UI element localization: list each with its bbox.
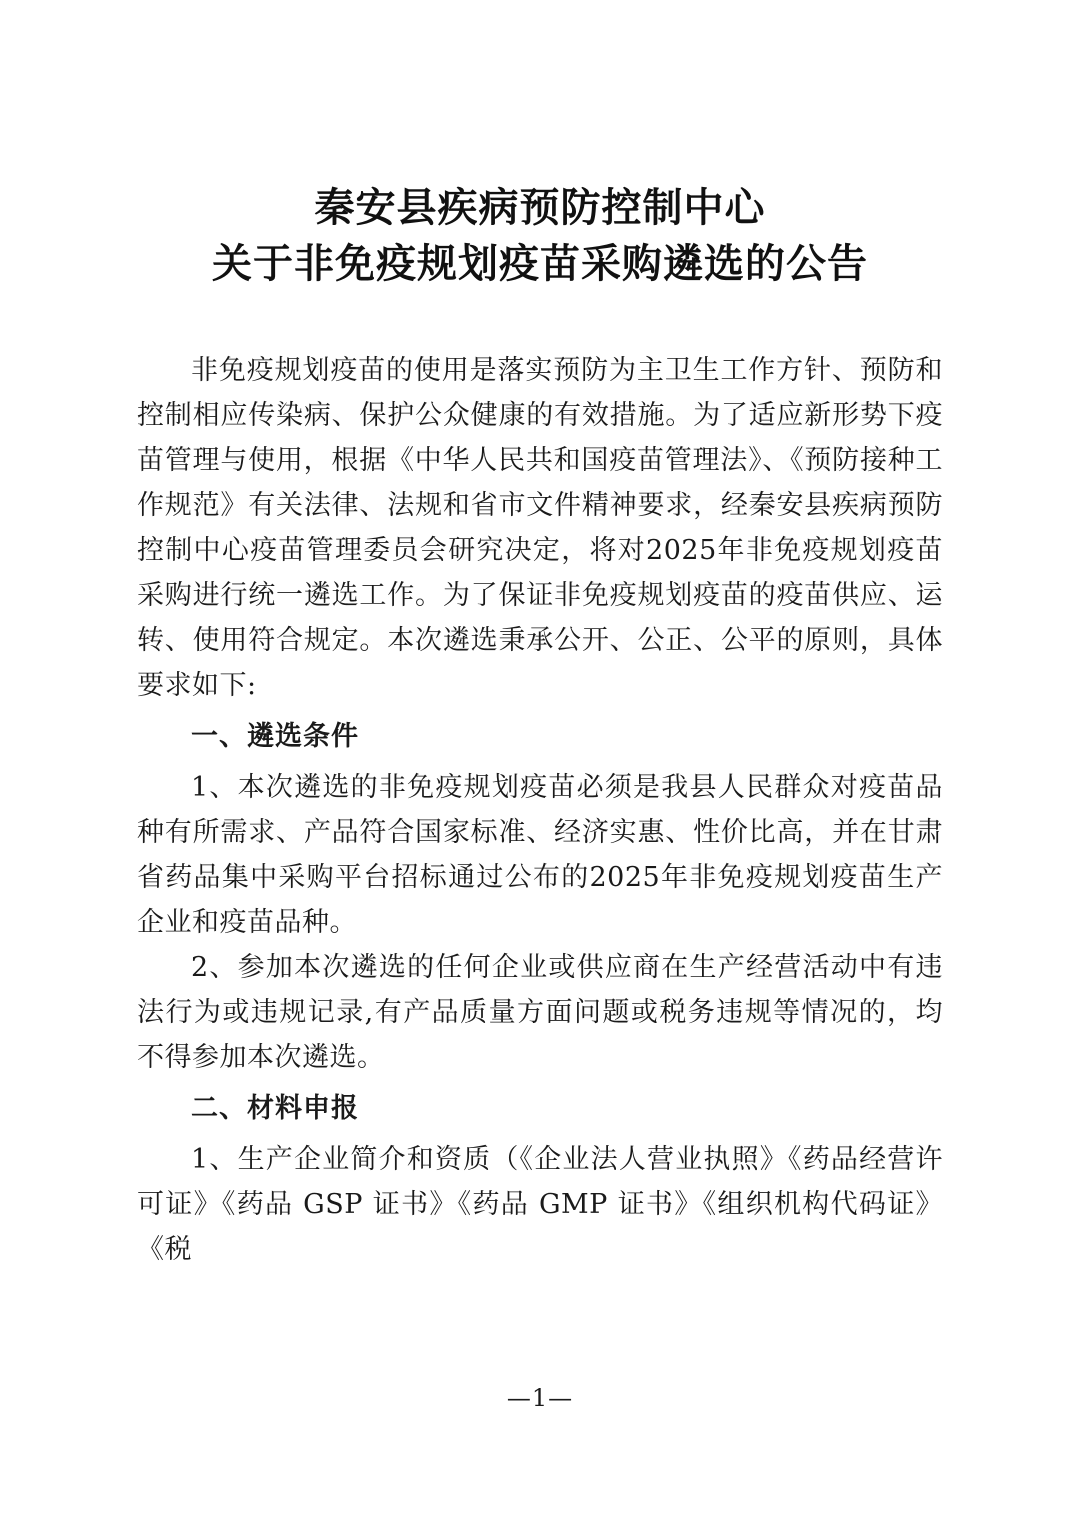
title-line-2: 关于非免疫规划疫苗采购遴选的公告 (212, 241, 868, 287)
section-heading-selection-conditions: 一、遴选条件 (191, 721, 359, 752)
paragraph-condition-2: 2、参加本次遴选的任何企业或供应商在生产经营活动中有违法行为或违规记录,有产品质量方面问题或税务违规等情况的，均不得参加本次遴选。 (137, 952, 943, 1073)
intro-paragraph: 非免疫规划疫苗的使用是落实预防为主卫生工作方针、预防和控制相应传染病、保护公众健康的有效措施。为了适应新形势下疫苗管理与使用，根据《中华人民共和国疫苗管理法》、《预防接种工作规范》有关法律、法规和省市文件精神要求，经秦安县疾病预防控制中心疫苗管理委员会研究决定，将对2025年非免疫规划疫苗采购进行统一遴选工作。为了保证非免疫规划疫苗的疫苗供应、运转、使用符合规定。本次遴选秉承公开、公正、公平的原则，具体要求如下: (137, 355, 943, 701)
document-title (0, 180, 1080, 292)
title-line-1: 秦安县疾病预防控制中心 (314, 185, 766, 231)
document-body (137, 348, 943, 1272)
section-heading-material-declaration: 二、材料申报 (191, 1093, 359, 1124)
page-number: —1— (506, 1384, 574, 1412)
paragraph-material-1: 1、生产企业简介和资质（《企业法人营业执照》《药品经营许可证》《药品 GSP 证书》《药品 GMP 证书》《组织机构代码证》《税 (137, 1144, 943, 1265)
paragraph-condition-1: 1、本次遴选的非免疫规划疫苗必须是我县人民群众对疫苗品种有所需求、产品符合国家标准、经济实惠、性价比高，并在甘肃省药品集中采购平台招标通过公布的2025年非免疫规划疫苗生产企业和疫苗品种。 (137, 772, 943, 938)
